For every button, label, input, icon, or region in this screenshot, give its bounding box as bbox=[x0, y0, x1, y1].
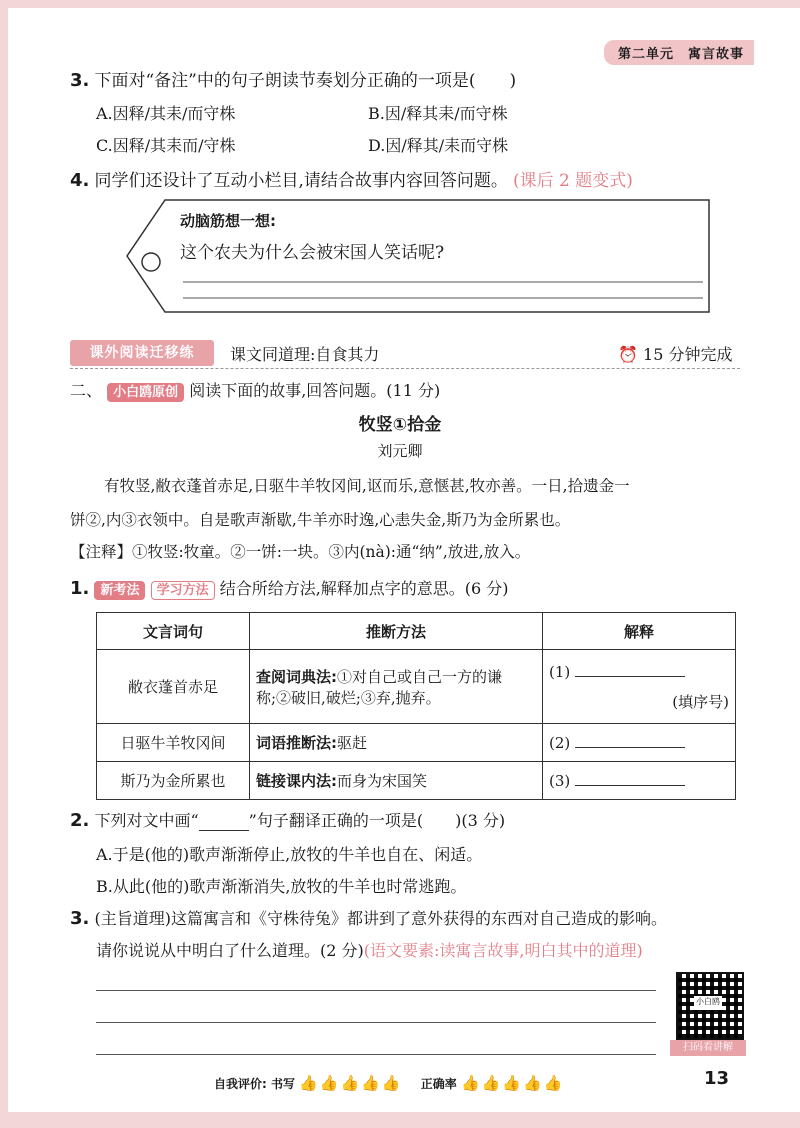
answer-line[interactable] bbox=[96, 1054, 656, 1055]
answer-blank[interactable] bbox=[575, 733, 685, 748]
answer-cell: (2) bbox=[543, 724, 736, 762]
question-text: 下面对“备注”中的句子朗读节奏划分正确的一项是( ) bbox=[94, 71, 517, 91]
story-title: 牧竖①拾金 bbox=[358, 415, 442, 435]
sub-question-3-line2: 请你说说从中明白了什么道理。(2 分)(语文要素:读寓言故事,明白其中的道理) bbox=[96, 941, 643, 960]
method-cell: 查阅词典法:①对自己或自己一方的谦称;②破旧,破烂;③弃,抛弃。 bbox=[250, 650, 543, 724]
answer-blank[interactable] bbox=[575, 662, 685, 677]
learning-method-badge: 学习方法 bbox=[151, 581, 215, 600]
section-theme: 课文同道理:自食其力 bbox=[230, 345, 380, 364]
sub-question-text: 结合所给方法,解释加点字的意思。(6 分) bbox=[219, 579, 509, 598]
original-badge: 小白鸥原创 bbox=[107, 383, 184, 402]
method-table bbox=[96, 612, 736, 800]
part2-header: 二、 小白鸥原创 阅读下面的故事,回答问题。(11 分) bbox=[70, 381, 441, 400]
thumbs-up-icon[interactable]: 👍👍👍👍👍 bbox=[299, 1074, 403, 1092]
section-banner: 课外阅读迁移练 bbox=[70, 340, 214, 366]
sub-question-2: 2. 下列对文中画“ ”句子翻译正确的一项是( )(3 分) bbox=[70, 810, 506, 831]
answer-line[interactable] bbox=[96, 1022, 656, 1023]
sub-question-3: 3. (主旨道理)这篇寓言和《守株待兔》都讲到了意外获得的东西对自己造成的影响。 bbox=[70, 908, 667, 929]
answer-line[interactable] bbox=[96, 990, 656, 991]
story-line-1: 有牧竖,敝衣蓬首赤足,日驱牛羊牧冈间,讴而乐,意惬甚,牧亦善。一日,拾遗金一 bbox=[104, 477, 630, 495]
story-notes: 【注释】①牧竖:牧童。②一饼:一块。③内(nà):通“纳”,放进,放入。 bbox=[70, 543, 531, 561]
option-c: C.因释/其耒而/守株 bbox=[96, 136, 236, 155]
question-text: 同学们还设计了互动小栏目,请结合故事内容回答问题。 bbox=[94, 171, 508, 191]
table-row bbox=[97, 762, 736, 800]
card-question: 这个农夫为什么会被宋国人笑话呢? bbox=[180, 243, 445, 263]
top-border bbox=[0, 0, 800, 8]
option-b: B.从此(他的)歌声渐渐消失,放牧的牛羊也时常逃跑。 bbox=[96, 877, 467, 896]
method-cell: 链接课内法:而身为宋国笑 bbox=[250, 762, 543, 800]
answer-blank[interactable] bbox=[575, 771, 685, 786]
new-method-badge: 新考法 bbox=[94, 581, 145, 600]
question-number: 4. bbox=[70, 170, 90, 191]
table-header-row bbox=[97, 613, 736, 650]
divider bbox=[70, 368, 740, 369]
underline-sample bbox=[199, 811, 249, 831]
part2-instruction: 阅读下面的故事,回答问题。(11 分) bbox=[189, 381, 441, 400]
question-tag: (课后 2 题变式) bbox=[512, 171, 633, 191]
method-cell: 词语推断法:驱赶 bbox=[250, 724, 543, 762]
sub-question-1: 1. 新考法 学习方法 结合所给方法,解释加点字的意思。(6 分) bbox=[70, 578, 509, 599]
option-d: D.因/释其/耒而守株 bbox=[368, 136, 509, 155]
phrase-cell: 敝衣蓬首赤足 bbox=[97, 650, 250, 724]
option-b: B.因/释其耒/而守株 bbox=[368, 104, 508, 123]
option-a: A.于是(他的)歌声渐渐停止,放牧的牛羊也自在、闲适。 bbox=[96, 845, 483, 864]
card-hole-icon bbox=[142, 253, 160, 271]
story-line-2: 饼②,内③衣领中。自是歌声渐歇,牛羊亦时逸,心恚失金,斯乃为金所累也。 bbox=[70, 511, 571, 529]
story-author: 刘元卿 bbox=[377, 442, 423, 460]
question-3 bbox=[70, 66, 516, 91]
left-border bbox=[0, 0, 8, 1128]
qr-center-text: 小白鸥 bbox=[694, 996, 722, 1010]
unit-header: 第二单元 寓言故事 bbox=[604, 40, 754, 65]
answer-cell: (3) bbox=[543, 762, 736, 800]
card-title: 动脑筋想一想: bbox=[180, 212, 276, 230]
page-number: 13 bbox=[704, 1068, 730, 1089]
bottom-border bbox=[0, 1112, 800, 1128]
self-evaluation: 自我评价: 书写 👍👍👍👍👍 正确率 👍👍👍👍👍 bbox=[214, 1074, 565, 1092]
qr-label: 扫码看讲解 bbox=[670, 1040, 746, 1056]
section-time: ⏰ 15 分钟完成 bbox=[618, 345, 733, 364]
header-method: 推断方法 bbox=[250, 613, 543, 650]
phrase-cell: 日驱牛羊牧冈间 bbox=[97, 724, 250, 762]
question-4 bbox=[70, 166, 633, 191]
table-row bbox=[97, 724, 736, 762]
phrase-cell: 斯乃为金所累也 bbox=[97, 762, 250, 800]
question-number: 3. bbox=[70, 70, 90, 91]
header-phrase: 文言词句 bbox=[97, 613, 250, 650]
alarm-clock-icon: ⏰ bbox=[618, 345, 638, 364]
header-explain: 解释 bbox=[543, 613, 736, 650]
table-row bbox=[97, 650, 736, 724]
option-a: A.因释/其耒/而守株 bbox=[96, 104, 236, 123]
thumbs-up-icon[interactable]: 👍👍👍👍👍 bbox=[460, 1074, 565, 1092]
answer-cell: (1) (填序号) bbox=[543, 650, 736, 724]
